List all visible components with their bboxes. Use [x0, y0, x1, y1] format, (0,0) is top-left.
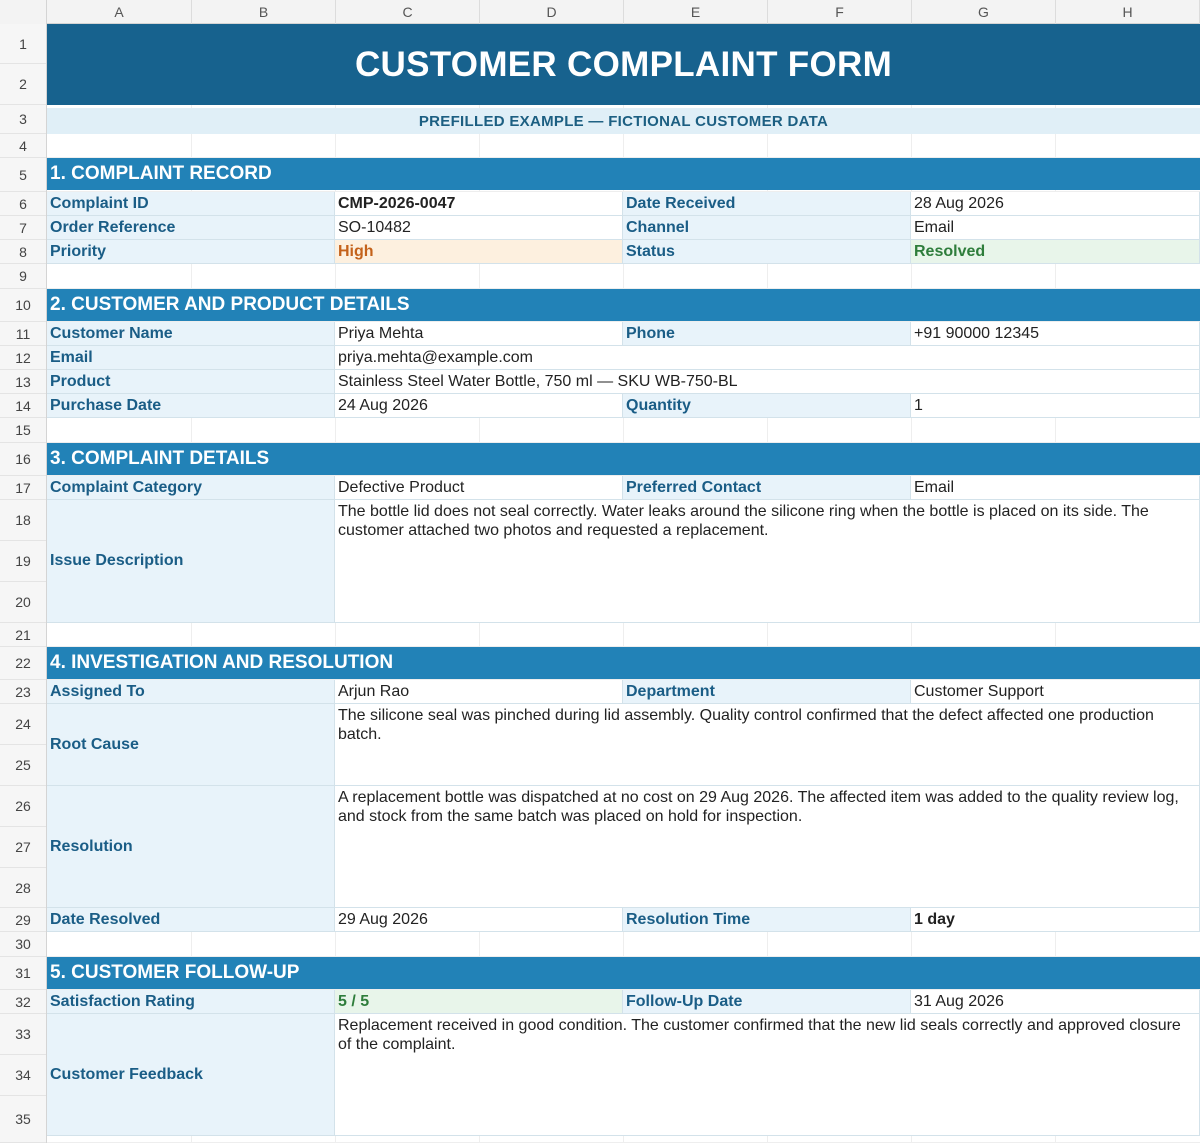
row-header-9[interactable]: 9	[0, 264, 46, 289]
row-header-4[interactable]: 4	[0, 134, 46, 158]
quantity-value[interactable]: 1	[911, 394, 1200, 418]
row-header-15[interactable]: 15	[0, 418, 46, 443]
row-header-20[interactable]: 20	[0, 582, 46, 623]
row-header-28[interactable]: 28	[0, 868, 46, 908]
section-customer-product: 2. CUSTOMER AND PRODUCT DETAILS	[47, 289, 1200, 321]
status-label: Status	[623, 240, 911, 264]
cell-grid	[47, 24, 1200, 1143]
department-label: Department	[623, 680, 911, 704]
phone-value[interactable]: +91 90000 12345	[911, 322, 1200, 346]
quantity-label: Quantity	[623, 394, 911, 418]
complaint-id-value[interactable]: CMP-2026-0047	[335, 192, 623, 216]
row-header-bar	[0, 24, 47, 1143]
phone-label: Phone	[623, 322, 911, 346]
date-received-value[interactable]: 28 Aug 2026	[911, 192, 1200, 216]
row-header-24[interactable]: 24	[0, 704, 46, 745]
row-header-35[interactable]: 35	[0, 1096, 46, 1143]
column-header-g[interactable]: G	[912, 0, 1056, 24]
row-header-6[interactable]: 6	[0, 192, 46, 216]
department-value[interactable]: Customer Support	[911, 680, 1200, 704]
row-header-31[interactable]: 31	[0, 957, 46, 990]
row-header-23[interactable]: 23	[0, 680, 46, 704]
email-value[interactable]: priya.mehta@example.com	[335, 346, 1200, 370]
date-received-label: Date Received	[623, 192, 911, 216]
row-header-26[interactable]: 26	[0, 786, 46, 827]
column-header-bar	[0, 0, 1200, 24]
root-cause-label: Root Cause	[47, 704, 335, 786]
form-title: CUSTOMER COMPLAINT FORM	[47, 24, 1200, 105]
satisfaction-rating-value[interactable]: 5 / 5	[335, 990, 623, 1014]
column-header-f[interactable]: F	[768, 0, 912, 24]
row-header-11[interactable]: 11	[0, 322, 46, 346]
priority-value[interactable]: High	[335, 240, 623, 264]
row-header-2[interactable]: 2	[0, 64, 46, 105]
resolution-label: Resolution	[47, 786, 335, 908]
preferred-contact-value[interactable]: Email	[911, 476, 1200, 500]
row-header-30[interactable]: 30	[0, 932, 46, 957]
section-complaint-details: 3. COMPLAINT DETAILS	[47, 443, 1200, 475]
row-header-1[interactable]: 1	[0, 24, 46, 64]
order-reference-value[interactable]: SO-10482	[335, 216, 623, 240]
date-resolved-label: Date Resolved	[47, 908, 335, 932]
resolution-time-label: Resolution Time	[623, 908, 911, 932]
channel-value[interactable]: Email	[911, 216, 1200, 240]
row-header-7[interactable]: 7	[0, 216, 46, 240]
section-investigation: 4. INVESTIGATION AND RESOLUTION	[47, 647, 1200, 679]
column-header-e[interactable]: E	[624, 0, 768, 24]
complaint-id-label: Complaint ID	[47, 192, 335, 216]
row-header-19[interactable]: 19	[0, 541, 46, 582]
row-header-22[interactable]: 22	[0, 647, 46, 680]
priority-label: Priority	[47, 240, 335, 264]
resolution-value[interactable]: A replacement bottle was dispatched at no cost on 29 Aug 2026. The affected item was added to the quality review log, and stock from the same batch was placed on hold for inspection.	[335, 786, 1200, 908]
email-label: Email	[47, 346, 335, 370]
satisfaction-rating-label: Satisfaction Rating	[47, 990, 335, 1014]
section-complaint-record: 1. COMPLAINT RECORD	[47, 158, 1200, 190]
row-header-34[interactable]: 34	[0, 1055, 46, 1096]
root-cause-value[interactable]: The silicone seal was pinched during lid assembly. Quality control confirmed that the defect affected one production batch.	[335, 704, 1200, 786]
row-header-12[interactable]: 12	[0, 346, 46, 370]
customer-name-value[interactable]: Priya Mehta	[335, 322, 623, 346]
row-header-33[interactable]: 33	[0, 1014, 46, 1055]
resolution-time-value[interactable]: 1 day	[911, 908, 1200, 932]
row-header-14[interactable]: 14	[0, 394, 46, 418]
column-header-d[interactable]: D	[480, 0, 624, 24]
follow-up-date-value[interactable]: 31 Aug 2026	[911, 990, 1200, 1014]
preferred-contact-label: Preferred Contact	[623, 476, 911, 500]
product-value[interactable]: Stainless Steel Water Bottle, 750 ml — SKU WB-750-BL	[335, 370, 1200, 394]
row-header-13[interactable]: 13	[0, 370, 46, 394]
row-header-18[interactable]: 18	[0, 500, 46, 541]
assigned-to-value[interactable]: Arjun Rao	[335, 680, 623, 704]
date-resolved-value[interactable]: 29 Aug 2026	[335, 908, 623, 932]
row-header-29[interactable]: 29	[0, 908, 46, 932]
complaint-category-label: Complaint Category	[47, 476, 335, 500]
row-header-25[interactable]: 25	[0, 745, 46, 786]
row-header-17[interactable]: 17	[0, 476, 46, 500]
complaint-category-value[interactable]: Defective Product	[335, 476, 623, 500]
issue-description-value[interactable]: The bottle lid does not seal correctly. Water leaks around the silicone ring when the bottle is placed on its side. The customer attached two photos and requested a replacement.	[335, 500, 1200, 623]
channel-label: Channel	[623, 216, 911, 240]
follow-up-date-label: Follow-Up Date	[623, 990, 911, 1014]
column-header-c[interactable]: C	[336, 0, 480, 24]
issue-description-label: Issue Description	[47, 500, 335, 623]
status-value[interactable]: Resolved	[911, 240, 1200, 264]
order-reference-label: Order Reference	[47, 216, 335, 240]
purchase-date-value[interactable]: 24 Aug 2026	[335, 394, 623, 418]
column-header-b[interactable]: B	[192, 0, 336, 24]
customer-name-label: Customer Name	[47, 322, 335, 346]
row-header-27[interactable]: 27	[0, 827, 46, 868]
column-header-h[interactable]: H	[1056, 0, 1200, 24]
section-customer-follow-up: 5. CUSTOMER FOLLOW-UP	[47, 957, 1200, 989]
column-header-a[interactable]: A	[47, 0, 192, 24]
row-header-21[interactable]: 21	[0, 623, 46, 647]
row-header-5[interactable]: 5	[0, 158, 46, 192]
select-all-corner[interactable]	[0, 0, 47, 24]
row-header-3[interactable]: 3	[0, 105, 46, 134]
assigned-to-label: Assigned To	[47, 680, 335, 704]
product-label: Product	[47, 370, 335, 394]
row-header-10[interactable]: 10	[0, 289, 46, 322]
customer-feedback-label: Customer Feedback	[47, 1014, 335, 1136]
row-header-8[interactable]: 8	[0, 240, 46, 264]
row-header-32[interactable]: 32	[0, 990, 46, 1014]
purchase-date-label: Purchase Date	[47, 394, 335, 418]
row-header-16[interactable]: 16	[0, 443, 46, 476]
customer-feedback-value[interactable]: Replacement received in good condition. The customer confirmed that the new lid seals correctly and approved closure of the complaint.	[335, 1014, 1200, 1136]
form-subtitle: PREFILLED EXAMPLE — FICTIONAL CUSTOMER DATA	[47, 108, 1200, 134]
